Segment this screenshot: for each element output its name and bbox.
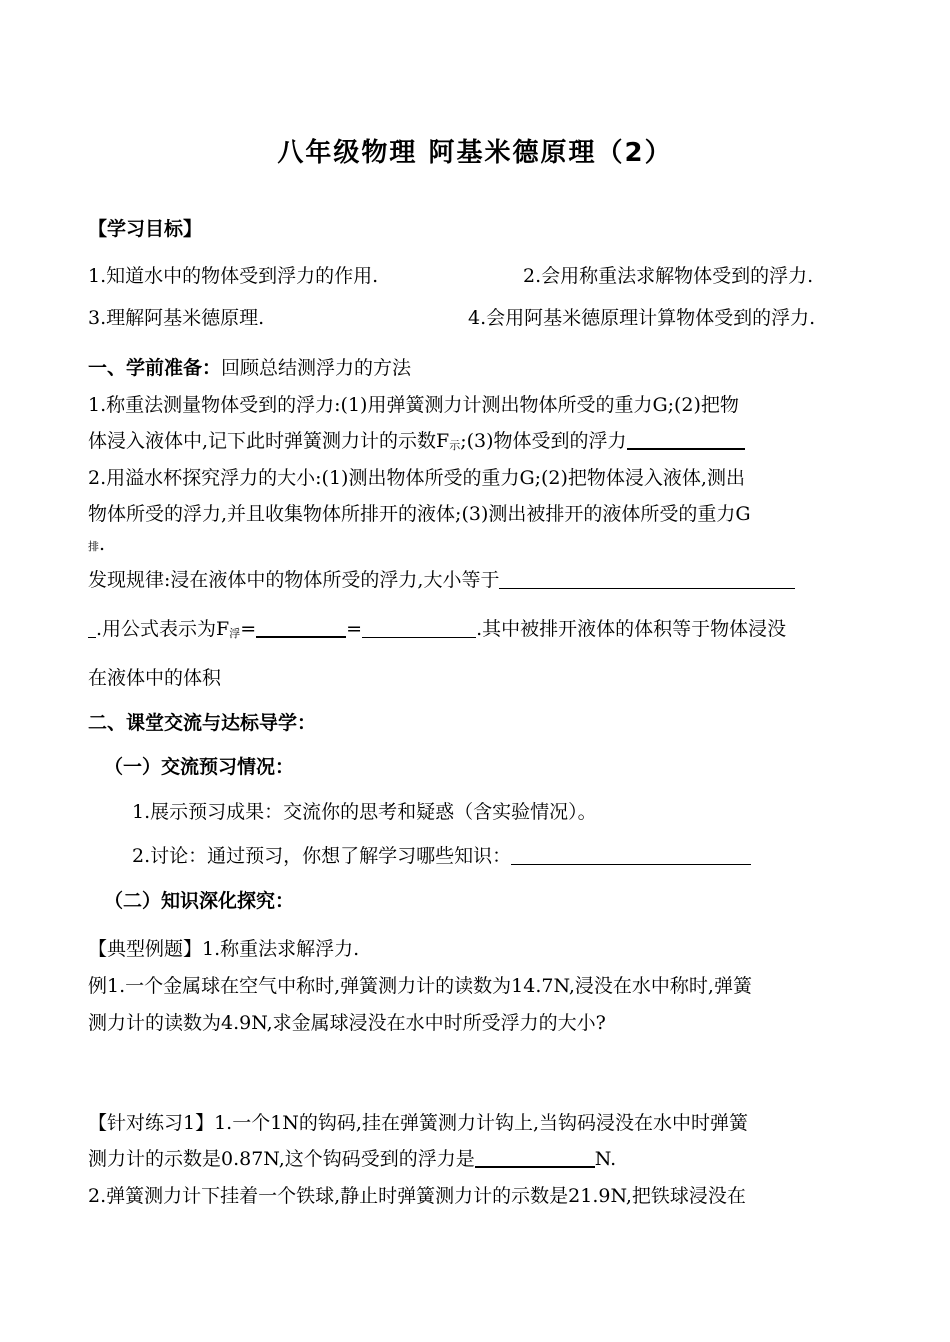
formula-eq-2: = [346,618,363,640]
class-sub-2: （二）知识深化探究： [104,890,295,912]
prep-line-2-start: 体浸入液体中,记下此时弹簧测力计的示数F [88,430,450,452]
prep-line-5 [88,533,105,555]
prep-line-2-end: ;(3)物体受到的浮力 [460,430,627,452]
prep-line-2 [88,426,745,453]
goal-3: 3.理解阿基米德原理. [88,307,265,329]
prep-line-1: 1.称重法测量物体受到的浮力:(1)用弹簧测力计测出物体所受的重力G;(2)把物 [88,394,739,416]
goal-4: 4.会用阿基米德原理计算物体受到的浮力. [468,307,816,329]
goals-heading: 【学习目标】 [88,218,203,240]
prep-line-6 [88,565,795,592]
prep-line-3: 2.用溢水杯探究浮力的大小:(1)测出物体所受的重力G;(2)把物体浸入液体,测出 [88,467,745,489]
prep-line-4: 物体所受的浮力,并且收集物体所排开的液体;(3)测出被排开的液体所受的重力G [88,503,751,525]
class-item-2 [132,841,751,868]
knowledge-answer-blank[interactable] [511,846,751,865]
formula-eq-1: = [240,618,257,640]
subscript-shi: 示 [449,439,461,452]
formula-blank-2[interactable] [362,619,476,638]
formula-end: .其中被排开液体的体积等于物体浸没 [476,618,787,640]
practice-line-2 [88,1144,616,1171]
prep-line-5-end: . [99,533,106,555]
practice-line-2-end: N. [594,1148,617,1170]
prep-heading-text: 回顾总结测浮力的方法 [221,357,412,379]
rule-answer-blank-cont[interactable] [88,619,96,638]
subscript-fu: 浮 [229,627,241,640]
rule-answer-blank[interactable] [499,570,795,589]
class-sub-1: （一）交流预习情况： [104,756,295,778]
formula-start: .用公式表示为F [96,618,230,640]
example-line-1: 例1.一个金属球在空气中称时,弹簧测力计的读数为14.7N,浸没在水中称时,弹簧 [88,975,752,997]
practice-line-2-start: 测力计的示数是0.87N,这个钩码受到的浮力是 [88,1148,475,1170]
goal-1: 1.知道水中的物体受到浮力的作用. [88,265,379,287]
page-title: 八年级物理 阿基米德原理（2） [277,138,673,168]
class-item-1: 1.展示预习成果：交流你的思考和疑惑（含实验情况）。 [132,801,597,823]
formula-blank-1[interactable] [256,618,346,638]
buoyancy-newton-blank[interactable] [475,1148,595,1168]
practice-line-1: 【针对练习1】1.一个1N的钩码,挂在弹簧测力计钩上,当钩码浸没在水中时弹簧 [88,1112,749,1134]
prep-line-7 [88,614,786,641]
class-item-2-text: 2.讨论：通过预习，你想了解学习哪些知识： [132,845,512,867]
prep-rule-text: 发现规律:浸在液体中的物体所受的浮力,大小等于 [88,569,500,591]
prep-line-8: 在液体中的体积 [88,667,222,689]
prep-heading-label: 一、学前准备： [88,357,222,379]
class-heading: 二、课堂交流与达标导学： [88,712,317,734]
goal-2: 2.会用称重法求解物体受到的浮力. [523,265,814,287]
practice-line-3: 2.弹簧测力计下挂着一个铁球,静止时弹簧测力计的示数是21.9N,把铁球浸没在 [88,1185,746,1207]
prep-heading [88,353,411,380]
example-heading: 【典型例题】1.称重法求解浮力. [88,938,360,960]
example-line-2: 测力计的读数为4.9N,求金属球浸没在水中时所受浮力的大小? [88,1012,606,1034]
subscript-pai: 排 [88,540,99,553]
buoyancy-answer-blank[interactable] [627,430,745,450]
